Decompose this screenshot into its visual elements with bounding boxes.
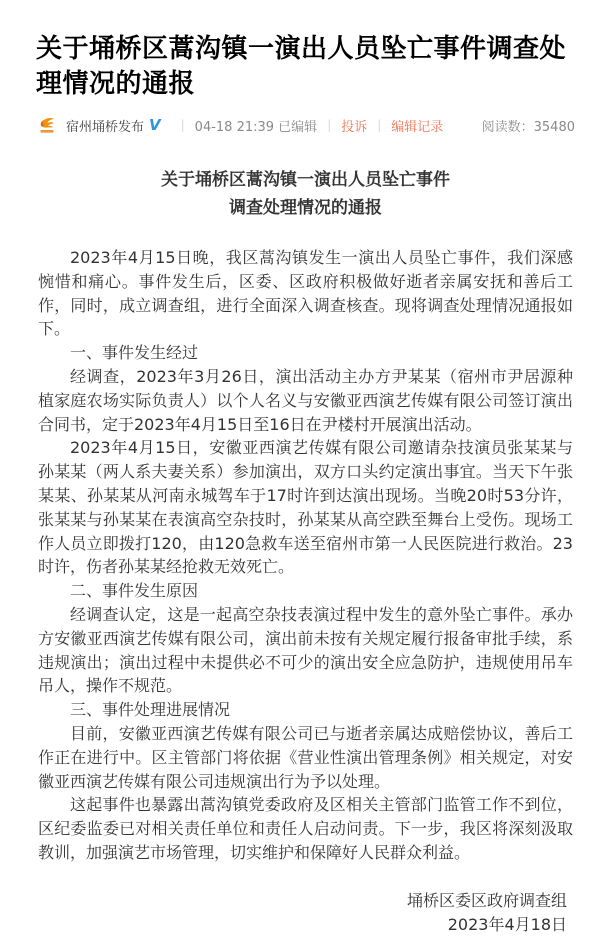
read-count: 阅读数：35480 (481, 119, 575, 135)
page-title: 关于埇桥区蒿沟镇一演出人员坠亡事件调查处理情况的通报 (36, 34, 567, 99)
separator: | (327, 118, 332, 132)
byline-bar (36, 113, 575, 137)
account-name[interactable]: 宿州埇桥发布 (66, 119, 145, 135)
article-paragraph: 经调查，2023年3月26日，演出活动主办方尹某某（宿州市尹居源种植家庭农场实际负责人）以个人名义与安徽亚西演艺传媒有限公司签订演出合同书，定于2023年4月15日至16日在尹楼村开展演出活动。 (38, 366, 573, 434)
article-body (38, 246, 573, 865)
phoenix-logo-icon (36, 114, 58, 136)
article-paragraph: 2023年4月15日晚，我区蒿沟镇发生一演出人员坠亡事件，我们深感惋惜和痛心。事件发生后，区委、区政府积极做好逝者亲属安抚和善后工作，同时，成立调查组，进行全面深入调查核查。现将调查处理情况通报如下。 (38, 248, 573, 339)
article-content (38, 166, 573, 936)
signature-date: 2023年4月18日 (447, 914, 567, 934)
article-title-line2: 调查处理情况的通报 (229, 198, 382, 218)
separator: | (377, 118, 382, 132)
article-paragraph: 这起事件也暴露出蒿沟镇党委政府及区相关主管部门监管工作不到位，区纪委监委已对相关责任单位和责任人启动问责。下一步，我区将深刻汲取教训，加强演艺市场管理，切实维护和保障好人民群众利益。 (38, 795, 573, 862)
section-heading: 三、事件处理进展情况 (70, 700, 231, 720)
edit-history-link[interactable]: 编辑记录 (391, 119, 444, 135)
section-heading: 二、事件发生原因 (70, 581, 199, 601)
article-paragraph: 目前，安徽亚西演艺传媒有限公司已与逝者亲属达成赔偿协议，善后工作正在进行中。区主管部门将依据《营业性演出管理条例》相关规定，对安徽亚西演艺传媒有限公司违规演出行为予以处理。 (38, 723, 573, 791)
signature-org: 埇桥区委区政府调查组 (406, 890, 567, 910)
post-timestamp: 04-18 21:39 已编辑 (194, 119, 318, 135)
article-title (38, 166, 573, 222)
verified-v-icon: V (149, 115, 161, 134)
article-page (0, 32, 611, 934)
article-title-line1: 关于埇桥区蒿沟镇一演出人员坠亡事件 (161, 170, 450, 190)
signature-block (38, 889, 573, 936)
section-heading: 一、事件发生经过 (70, 343, 199, 363)
report-link[interactable]: 投诉 (341, 119, 368, 135)
article-paragraph: 经调查认定，这是一起高空杂技表演过程中发生的意外坠亡事件。承办方安徽亚西演艺传媒有限公司，演出前未按有关规定履行报备审批手续，系违规演出；演出过程中未提供必不可少的演出安全应急防护，违规使用吊车吊人，操作不规范。 (38, 604, 573, 696)
separator: | (180, 118, 185, 132)
article-paragraph: 2023年4月15日，安徽亚西演艺传媒有限公司邀请杂技演员张某某与孙某某（两人系夫妻关系）参加演出，双方口头约定演出事宜。当天下午张某某、孙某某从河南永城驾车于17时许到达演出现场。当晚20时53分许，张某某与孙某某在表演高空杂技时，孙某某从高空跌至舞台上受伤。现场工作人员立即拨打120，由120急救车送至宿州市第一人民医院进行救治。23时许，伤者孙某某经抢救无效死亡。 (38, 438, 573, 577)
publisher-avatar[interactable] (36, 114, 58, 136)
